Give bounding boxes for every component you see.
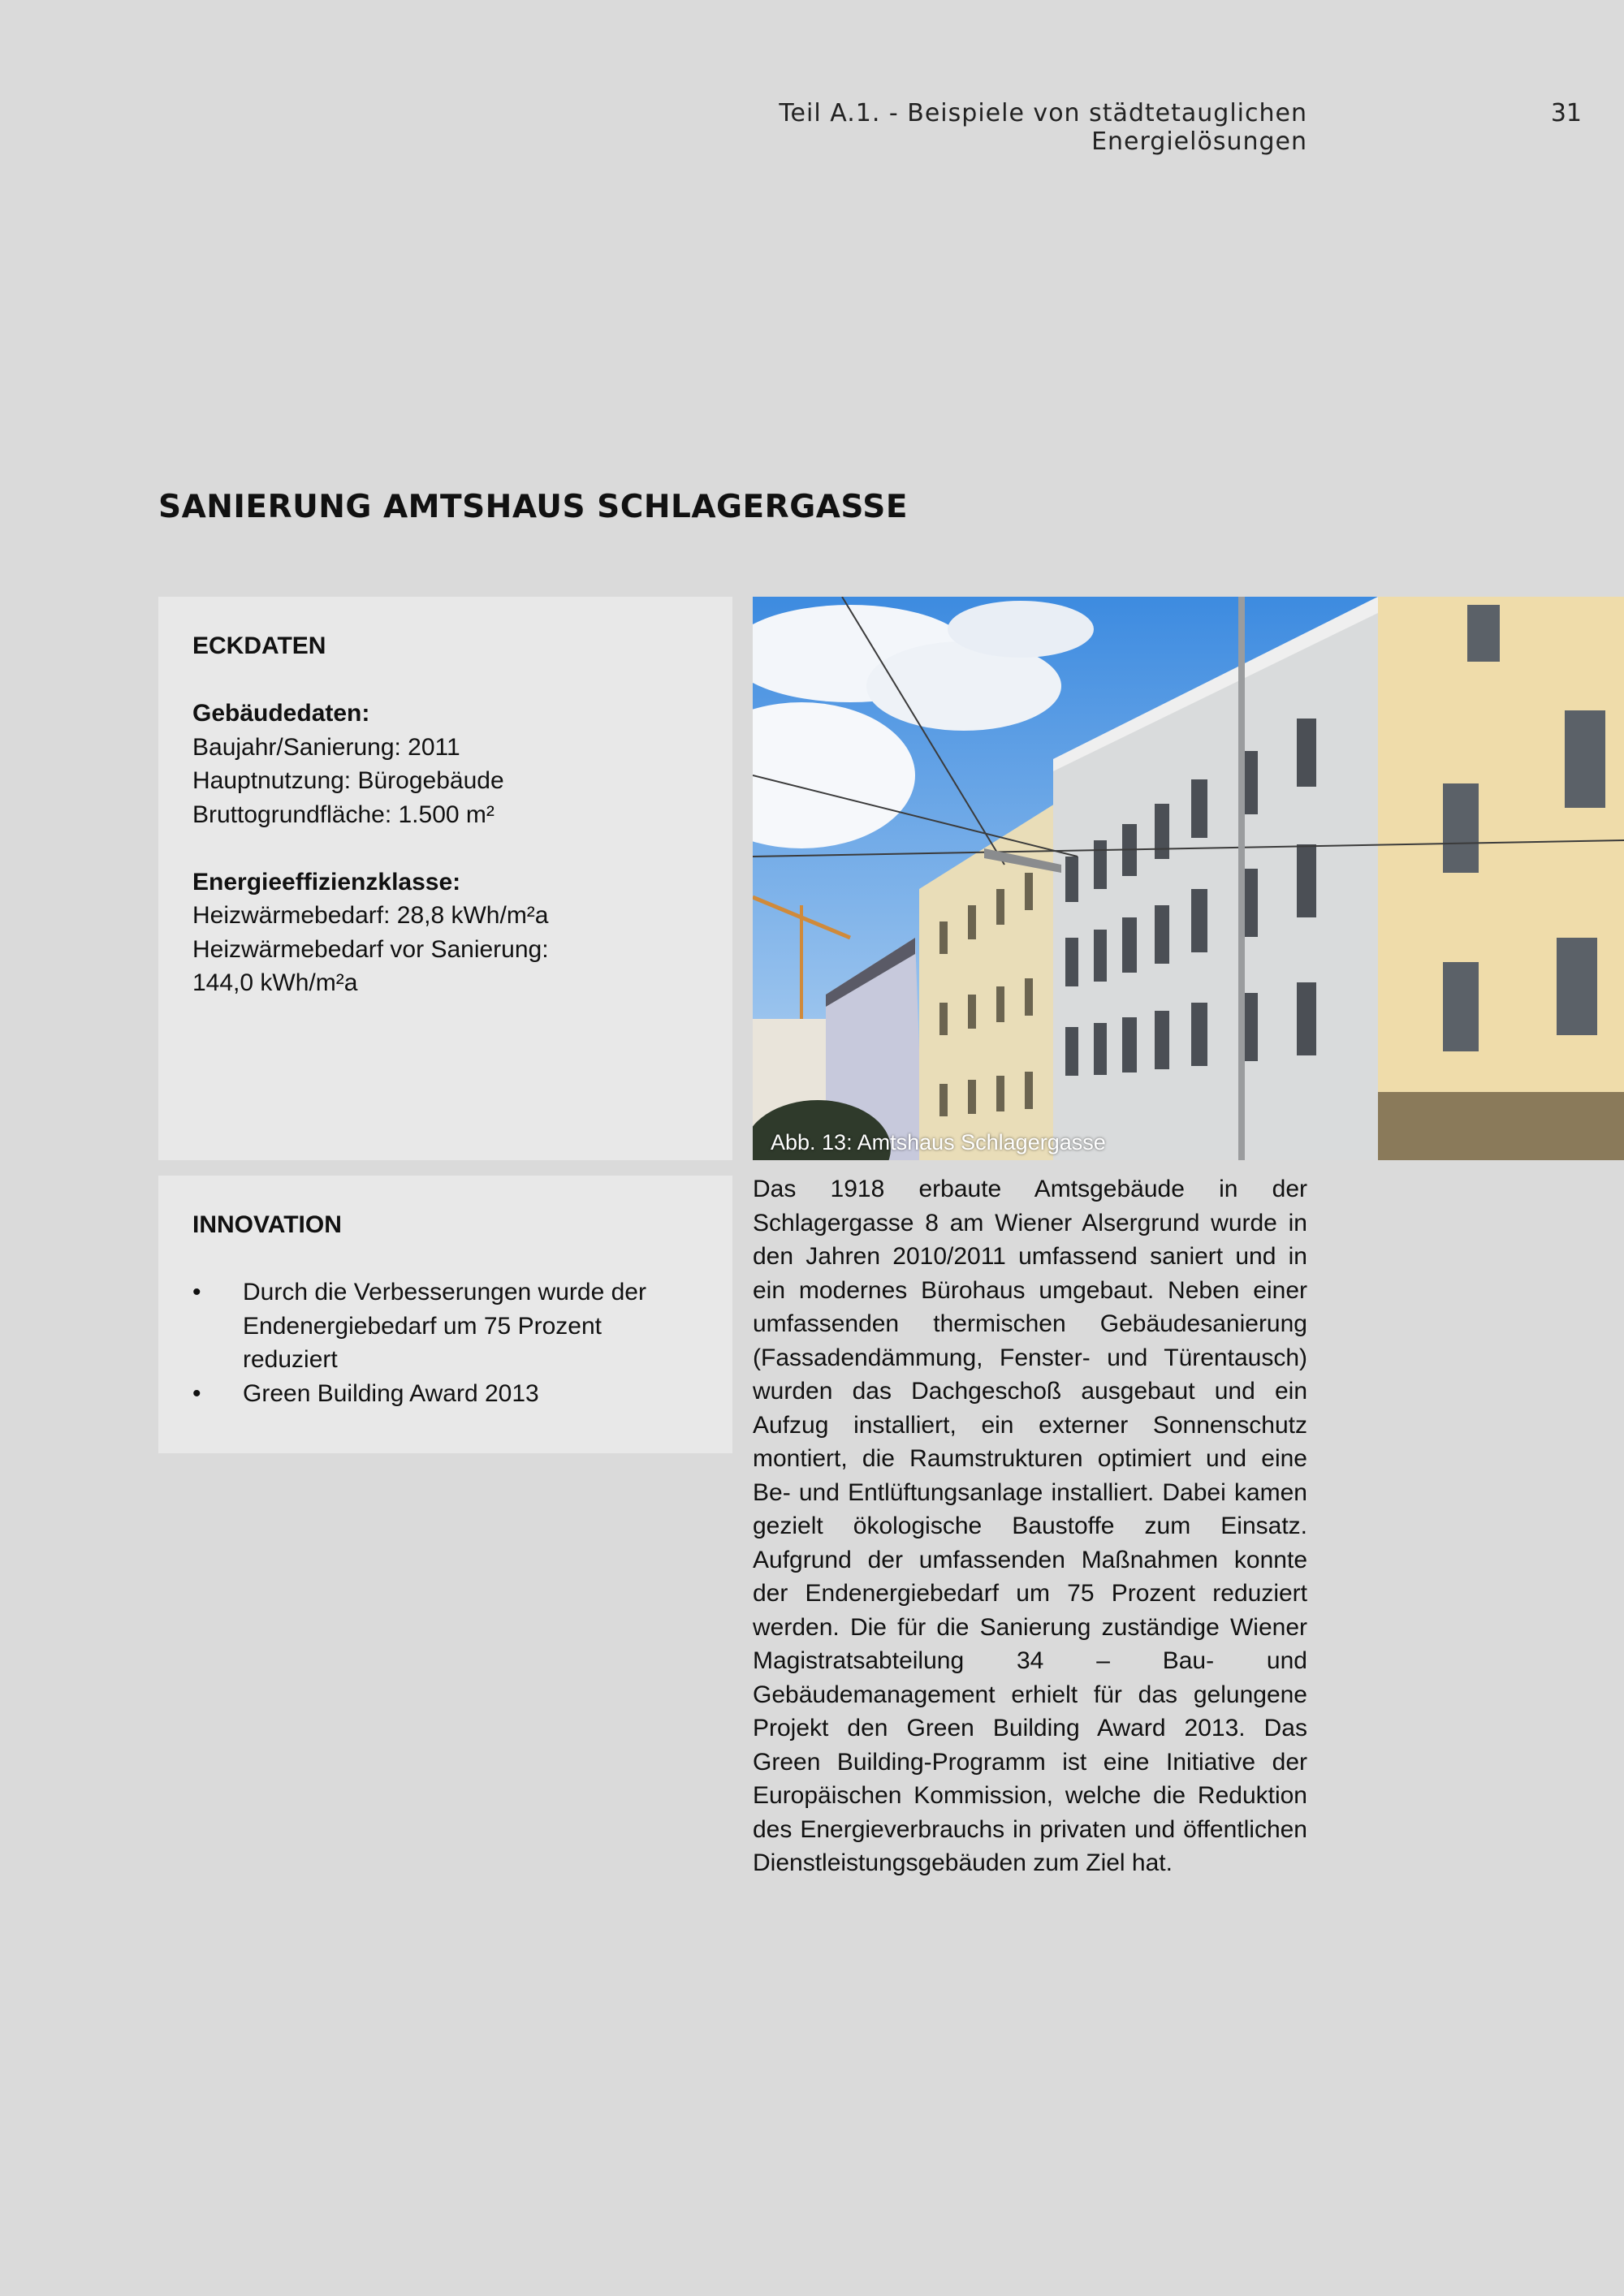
building-data-line: Hauptnutzung: Bürogebäude bbox=[192, 767, 504, 794]
innovation-panel bbox=[158, 1176, 732, 1453]
building-photo bbox=[753, 597, 1624, 1160]
bullet-icon: • bbox=[192, 1279, 201, 1306]
innovation-heading: INNOVATION bbox=[192, 1211, 342, 1238]
building-data-group bbox=[192, 697, 698, 831]
efficiency-group bbox=[192, 865, 698, 1000]
key-data-heading: ECKDATEN bbox=[192, 632, 326, 659]
list-item-text: Green Building Award 2013 bbox=[243, 1379, 539, 1407]
building-data-line: Baujahr/Sanierung: 2011 bbox=[192, 733, 460, 761]
building-data-line: Bruttogrundfläche: 1.500 m² bbox=[192, 801, 495, 828]
figure-caption: Abb. 13: Amtshaus Schlagergasse bbox=[771, 1130, 1106, 1154]
efficiency-heading: Energieeffizienzklasse: bbox=[192, 868, 461, 896]
bullet-icon: • bbox=[192, 1379, 201, 1407]
list-item bbox=[192, 1275, 698, 1377]
innovation-list bbox=[192, 1275, 698, 1410]
running-header: Teil A.1. - Beispiele von städtetauglichen Energielösungen bbox=[779, 99, 1307, 156]
building-data-heading: Gebäudedaten: bbox=[192, 700, 370, 727]
key-data-panel bbox=[158, 597, 732, 1160]
efficiency-line: Heizwärmebedarf: 28,8 kWh/m²a bbox=[192, 902, 549, 929]
page-title: SANIERUNG AMTSHAUS SCHLAGERGASSE bbox=[158, 489, 908, 525]
page-number: 31 bbox=[1550, 99, 1582, 127]
body-paragraph: Das 1918 erbaute Amtsgebäude in der Schlagergasse 8 am Wiener Alsergrund wurde in den Jahren 2010/2011 umfassend saniert und in ein modernes Bürohaus umgebaut. Neben einer umfassenden thermischen Gebäudesanierung (Fassadendämmung, Fenster- und Türentausch) wurden das Dachgeschoß ausgebaut und ein Aufzug installiert, ein externer Sonnenschutz montiert, die Raumstrukturen optimiert und eine Be- und Entlüftungsanlage installiert. Dabei kamen gezielt ökologische Baustoffe zum Einsatz. Aufgrund der umfassenden Maßnahmen konnte der Endenergiebedarf um 75 Prozent reduziert werden. Die für die Sanierung zuständige Wiener Magistratsabteilung 34 – Bau- und Gebäudemanagement erhielt für das gelungene Projekt den Green Building Award 2013. Das Green Building-Programm ist eine Initiative der Europäischen Kommission, welche die Reduktion des Energieverbrauchs in privaten und öffentlichen Dienstleistungsgebäuden zum Ziel hat. bbox=[753, 1176, 1307, 1876]
efficiency-line: Heizwärmebedarf vor Sanierung: bbox=[192, 935, 549, 963]
efficiency-line: 144,0 kWh/m²a bbox=[192, 969, 358, 996]
list-item-text: Durch die Verbesserungen wurde der Endenergiebedarf um 75 Prozent reduziert bbox=[243, 1279, 646, 1373]
building-photo-illustration bbox=[753, 597, 1624, 1160]
list-item bbox=[192, 1377, 698, 1411]
